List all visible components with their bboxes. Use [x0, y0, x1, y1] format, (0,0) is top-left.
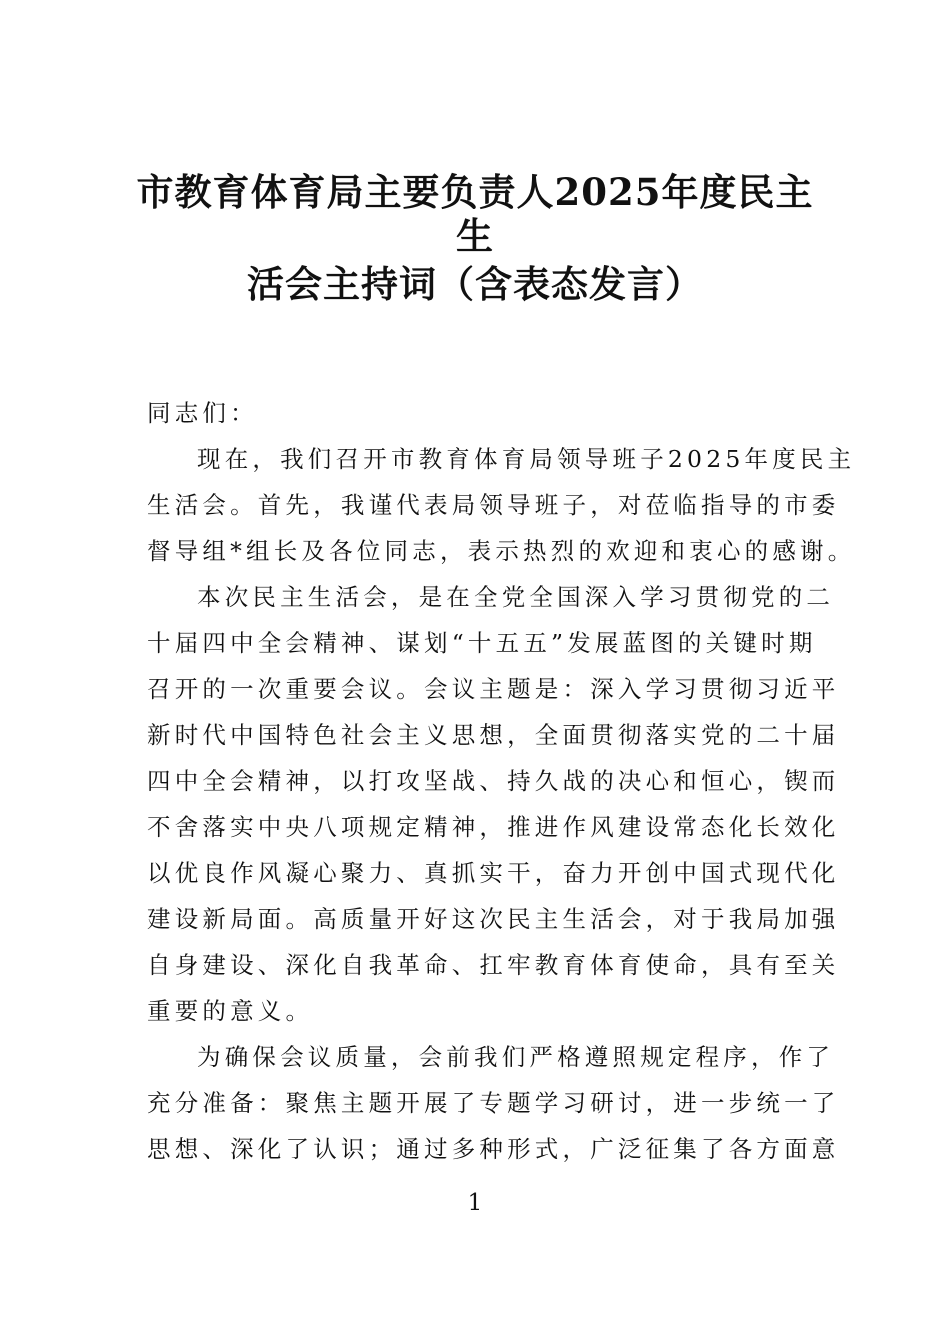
body-line: 充分准备：聚焦主题开展了专题学习研讨，进一步统一了 [147, 1089, 840, 1117]
salutation: 同志们： [147, 399, 258, 427]
body-line: 以优良作风凝心聚力、真抓实干，奋力开创中国式现代化 [147, 859, 840, 887]
body-line: 本次民主生活会，是在全党全国深入学习贯彻党的二 [197, 583, 835, 611]
body-line: 督导组*组长及各位同志，表示热烈的欢迎和衷心的感谢。 [147, 537, 856, 565]
body-line: 不舍落实中央八项规定精神，推进作风建设常态化长效化 [147, 813, 840, 841]
document-body [147, 390, 856, 1172]
body-line: 四中全会精神，以打攻坚战、持久战的决心和恒心，锲而 [147, 767, 840, 795]
document-title-line-2: 活会主持词（含表态发言） [247, 262, 703, 306]
body-line: 思想、深化了认识；通过多种形式，广泛征集了各方面意 [147, 1135, 840, 1163]
body-line: 现在，我们召开市教育体育局领导班子2025年度民主 [197, 445, 856, 473]
body-line: 重要的意义。 [147, 997, 314, 1025]
body-line: 十届四中全会精神、谋划“十五五”发展蓝图的关键时期 [147, 629, 817, 657]
body-line: 自身建设、深化自我革命、扛牢教育体育使命，具有至关 [147, 951, 840, 979]
body-line: 召开的一次重要会议。会议主题是：深入学习贯彻习近平 [147, 675, 840, 703]
document-title-line-1: 市教育体育局主要负责人2025年度民主生 [136, 170, 814, 258]
body-line: 为确保会议质量，会前我们严格遵照规定程序，作了 [197, 1043, 835, 1071]
page-number: 1 [467, 1190, 483, 1216]
body-line: 新时代中国特色社会主义思想，全面贯彻落实党的二十届 [147, 721, 840, 749]
body-line: 生活会。首先，我谨代表局领导班子，对莅临指导的市委 [147, 491, 840, 519]
body-line: 建设新局面。高质量开好这次民主生活会，对于我局加强 [147, 905, 840, 933]
